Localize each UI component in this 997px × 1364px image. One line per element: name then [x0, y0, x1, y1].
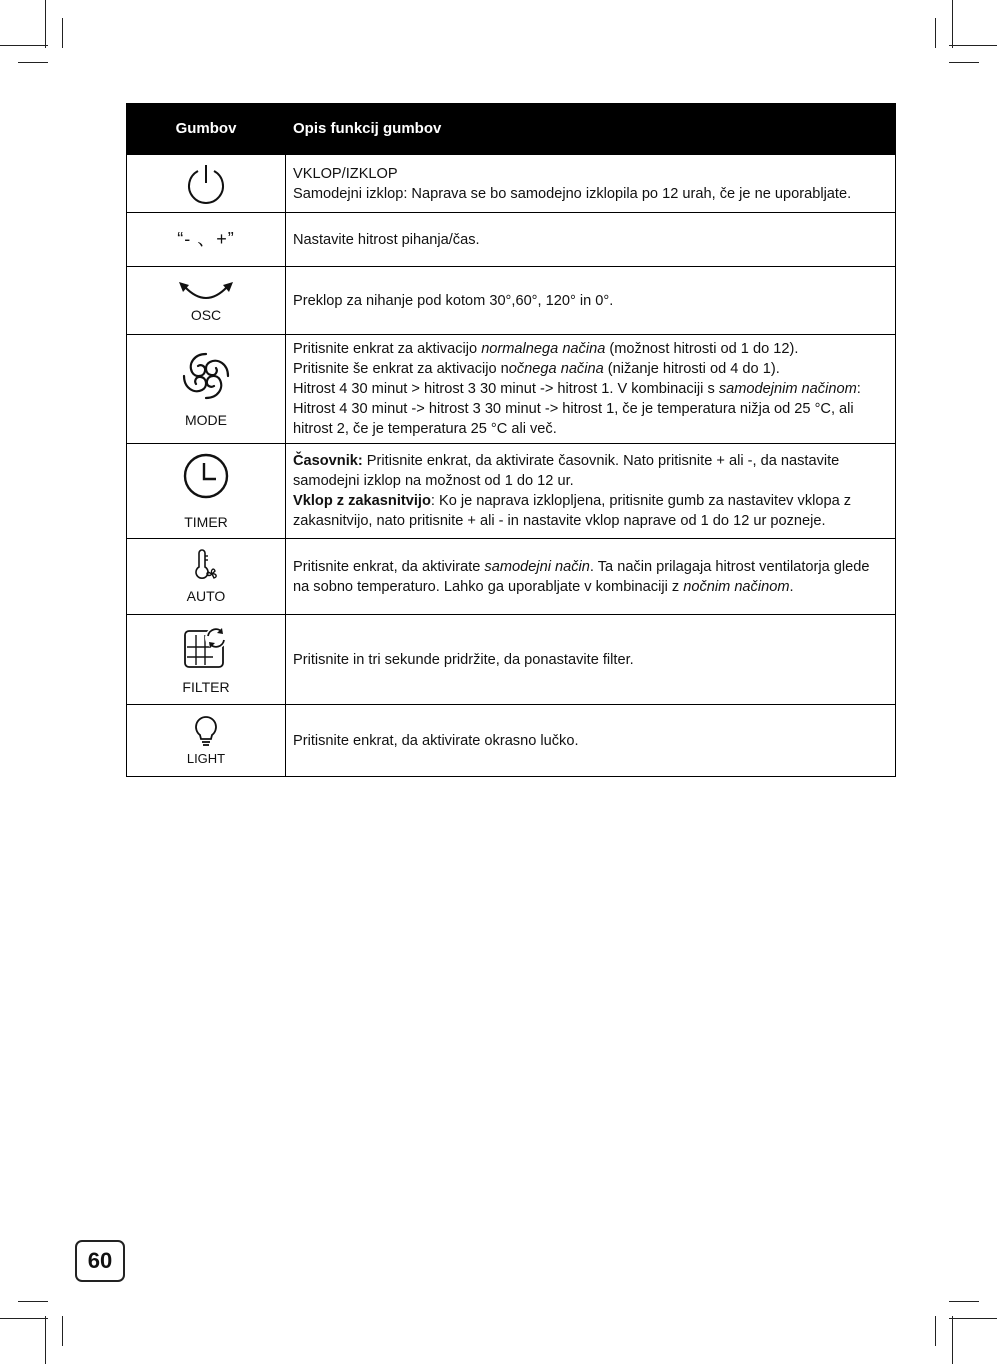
filter-label: FILTER — [182, 678, 230, 695]
crop-mark — [935, 18, 936, 48]
header-description: Opis funkcij gumbov — [286, 104, 896, 155]
crop-mark — [18, 62, 48, 63]
crop-mark — [18, 1301, 48, 1302]
icon-cell — [127, 539, 286, 615]
crop-mark — [0, 45, 48, 46]
crop-mark — [952, 1316, 953, 1364]
oscillate-icon — [175, 279, 237, 305]
auto-label: AUTO — [186, 588, 226, 604]
table-row — [127, 444, 896, 539]
icon-cell — [127, 615, 286, 705]
crop-mark — [62, 1316, 63, 1346]
crop-mark — [935, 1316, 936, 1346]
description-cell: Časovnik: Pritisnite enkrat, da aktivirate časovnik. Nato pritisnite + ali -, da nastavite samodejni izklop na možnost od 1 do 12 ur. Vklop z zakasnitvijo: Ko je naprava izklopljena, pritisnite gumb za nastavitev vklopa z zakasnitvijo, nato pritisnite + ali - in nastavite vklop naprave od 1 do 12 ur pozneje. — [286, 444, 896, 539]
plus-minus-label: “- 、+” — [177, 228, 235, 249]
table-row — [127, 705, 896, 777]
icon-cell — [127, 335, 286, 444]
crop-mark — [949, 62, 979, 63]
table-row — [127, 539, 896, 615]
table-row — [127, 267, 896, 335]
mode-label: MODE — [185, 412, 227, 428]
description-cell: Pritisnite enkrat za aktivacijo normalnega načina (možnost hitrosti od 1 do 12). Pritisnite še enkrat za aktivacijo nočnega načina (nižanje hitrosti od 4 do 1). Hitrost 4 30 minut > hitrost 3 30 minut -> hitrost 1. V kombinaciji s samodejnim načinom: Hitrost 4 30 minut -> hitrost 3 30 minut -> hitrost 1, če je temperatura nižja od 25 °C, ali hitrost 2, če je temperatura 25 °C ali več. — [286, 335, 896, 444]
osc-label: OSC — [190, 306, 222, 323]
crop-mark — [949, 45, 997, 46]
description-cell: Pritisnite enkrat, da aktivirate samodejni način. Ta način prilagaja hitrost ventilatorja glede na sobno temperaturo. Lahko ga uporabljate v kombinaciji z nočnim načinom. — [286, 539, 896, 615]
crop-mark — [949, 1301, 979, 1302]
page-number: 60 — [75, 1240, 125, 1282]
table-row — [127, 615, 896, 705]
light-bulb-icon — [193, 715, 219, 747]
power-icon — [184, 162, 228, 206]
description-cell: Nastavite hitrost pihanja/čas. — [286, 213, 896, 267]
table-row — [127, 213, 896, 267]
table-row — [127, 155, 896, 213]
button-function-table — [126, 103, 896, 777]
crop-mark — [0, 1318, 48, 1319]
light-label: LIGHT — [186, 750, 226, 766]
icon-cell — [127, 705, 286, 777]
icon-cell — [127, 267, 286, 335]
thermometer-fan-icon — [191, 549, 221, 585]
table-row — [127, 335, 896, 444]
icon-cell — [127, 213, 286, 267]
clock-icon — [182, 452, 230, 500]
header-buttons: Gumbov — [127, 104, 286, 155]
filter-reset-icon — [183, 625, 229, 669]
description-cell: Preklop za nihanje pod kotom 30°,60°, 120° in 0°. — [286, 267, 896, 335]
timer-label: TIMER — [184, 514, 228, 530]
description-cell: VKLOP/IZKLOP Samodejni izklop: Naprava se bo samodejno izklopila po 12 urah, če je ne uporabljate. — [286, 155, 896, 213]
icon-cell — [127, 444, 286, 539]
description-cell: Pritisnite enkrat, da aktivirate okrasno lučko. — [286, 705, 896, 777]
table-header-row — [127, 104, 896, 155]
mode-swirl-icon — [180, 350, 232, 402]
crop-mark — [952, 0, 953, 48]
crop-mark — [949, 1318, 997, 1319]
crop-mark — [45, 0, 46, 48]
description-cell: Pritisnite in tri sekunde pridržite, da ponastavite filter. — [286, 615, 896, 705]
crop-mark — [45, 1316, 46, 1364]
crop-mark — [62, 18, 63, 48]
icon-cell — [127, 155, 286, 213]
